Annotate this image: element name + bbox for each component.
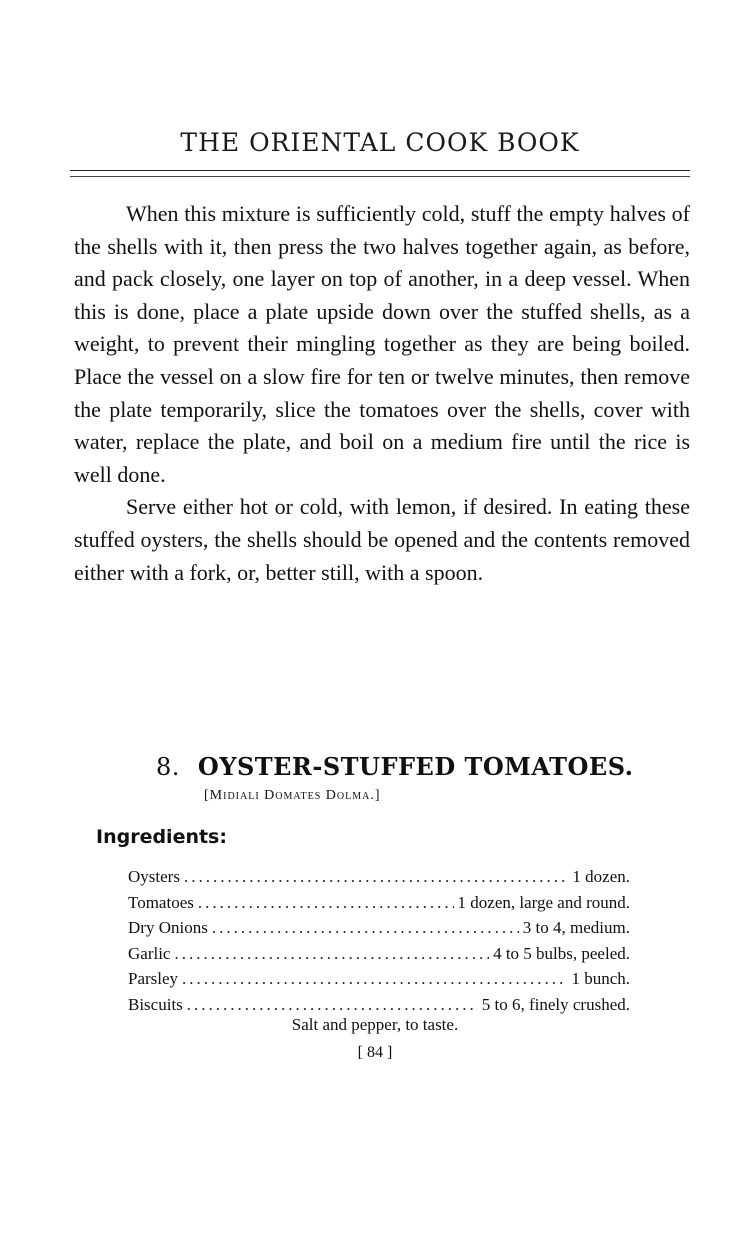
- recipe-number: 8.: [156, 753, 180, 781]
- ingredient-name: Garlic: [128, 943, 171, 963]
- leader-dots: [174, 941, 489, 967]
- recipe-title: [156, 752, 634, 781]
- paragraph: Serve either hot or cold, with lemon, if desired. In eating these stuffed oysters, the shells should be opened and the contents removed either with a fork, or, better still, with a spoon.: [74, 494, 690, 585]
- ingredient-name: Dry Onions: [128, 918, 208, 938]
- ingredient-amount: 4 to 5 bulbs, peeled.: [493, 943, 630, 963]
- leader-dots: [182, 966, 567, 992]
- running-header: THE ORIENTAL COOK BOOK: [180, 128, 580, 157]
- ingredient-amount: 5 to 6, finely crushed.: [481, 994, 630, 1014]
- header-rule-secondary: [70, 176, 690, 177]
- ingredient-row: [128, 890, 630, 916]
- ingredient-name: Biscuits: [128, 994, 183, 1014]
- ingredient-amount: 3 to 4, medium.: [522, 918, 630, 938]
- ingredient-name: Tomatoes: [128, 892, 194, 912]
- ingredient-row: [128, 992, 630, 1018]
- header-rule: [70, 170, 690, 171]
- ingredients-heading: Ingredients:: [96, 826, 227, 848]
- ingredient-row: [128, 966, 630, 992]
- ingredient-name: Oysters: [128, 867, 180, 886]
- leader-dots: [198, 890, 454, 916]
- paragraph: When this mixture is sufficiently cold, stuff the empty halves of the shells with it, then press the two halves together again, as before, and pack closely, one layer on top of another, in a deep vessel. When this is done, place a plate upside down over the stuffed shells, as a weight, to prevent their mingling together as they are being boiled. Place the vessel on a slow fire for ten or twelve minutes, then remove the plate temporarily, slice the tomatoes over the shells, cover with water, replace the plate, and boil on a medium fire until the rice is well done.: [74, 201, 690, 487]
- recipe-title-text: OYSTER-STUFFED TOMATOES.: [197, 752, 634, 781]
- ingredient-amount: 1 dozen, large and round.: [457, 892, 630, 912]
- ingredient-row: [128, 915, 630, 941]
- leader-dots: [187, 992, 478, 1018]
- ingredient-row: [128, 864, 630, 890]
- recipe-subtitle: [Midiali Domates Dolma.]: [204, 788, 381, 803]
- ingredient-amount: 1 dozen.: [572, 867, 630, 886]
- ingredient-amount: 1 bunch.: [571, 969, 630, 989]
- leader-dots: [184, 864, 568, 890]
- body-text: [74, 198, 690, 589]
- seasoning-line: Salt and pepper, to taste.: [291, 1015, 459, 1034]
- ingredient-name: Parsley: [128, 969, 179, 989]
- ingredients-list: [128, 864, 630, 1018]
- ingredient-row: [128, 941, 630, 967]
- page-number: [ 84 ]: [357, 1044, 393, 1061]
- leader-dots: [212, 915, 519, 941]
